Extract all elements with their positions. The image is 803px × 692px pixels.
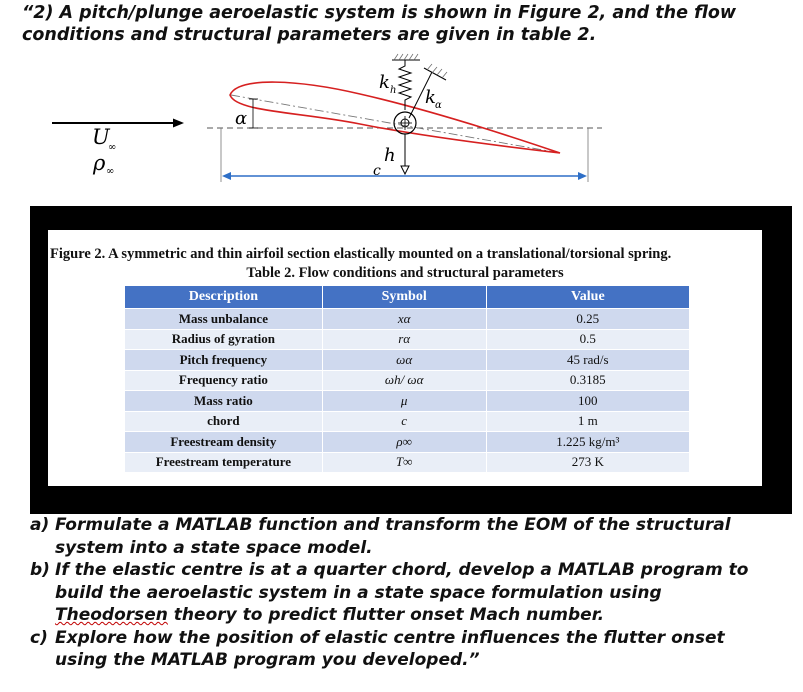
question-line: build the aeroelastic system in a state space formulation using bbox=[55, 582, 662, 603]
torsion-stiffness-subscript: α bbox=[435, 100, 442, 111]
header-value: Value bbox=[486, 286, 689, 309]
plunge-stiffness-label: k bbox=[379, 72, 390, 93]
table-row bbox=[125, 309, 690, 330]
row-value: 1 m bbox=[486, 411, 689, 432]
plunge-spring bbox=[399, 60, 411, 110]
row-symbol: μ bbox=[322, 391, 486, 412]
airfoil-figure bbox=[0, 0, 803, 206]
question-b bbox=[30, 559, 790, 627]
row-value: 273 K bbox=[486, 452, 689, 473]
row-value: 0.5 bbox=[486, 329, 689, 350]
question-list bbox=[30, 514, 790, 672]
question-line: system into a state space model. bbox=[55, 537, 373, 558]
plunge-arrow-head bbox=[401, 166, 409, 174]
spellcheck-underlined-word: Theodorsen bbox=[55, 605, 168, 625]
header-symbol: Symbol bbox=[322, 286, 486, 309]
plunge-stiffness-subscript: h bbox=[390, 85, 397, 96]
question-line-rest: theory to predict flutter onset Mach number. bbox=[167, 605, 605, 625]
row-value: 1.225 kg/m³ bbox=[486, 432, 689, 453]
row-description: Frequency ratio bbox=[125, 370, 323, 391]
table-row bbox=[125, 391, 690, 412]
row-value: 0.3185 bbox=[486, 370, 689, 391]
pitch-angle-label: α bbox=[235, 108, 248, 129]
intro-line-2: conditions and structural parameters are given in table 2. bbox=[22, 25, 597, 45]
row-value: 0.25 bbox=[486, 309, 689, 330]
table-title: Table 2. Flow conditions and structural parameters bbox=[246, 265, 564, 281]
row-description: Mass unbalance bbox=[125, 309, 323, 330]
table-row bbox=[125, 411, 690, 432]
row-description: Freestream density bbox=[125, 432, 323, 453]
figure-caption: Figure 2. A symmetric and thin airfoil section elastically mounted on a translational/torsional spring. bbox=[50, 246, 672, 262]
table-row bbox=[125, 350, 690, 371]
plunge-displacement-label: h bbox=[384, 145, 396, 166]
question-line: Explore how the position of elastic centre influences the flutter onset bbox=[55, 627, 725, 648]
row-value: 100 bbox=[486, 391, 689, 412]
question-line: If the elastic centre is at a quarter chord, develop a MATLAB program to bbox=[55, 560, 749, 580]
chord-arrow-right bbox=[578, 172, 587, 180]
row-description: Freestream temperature bbox=[125, 452, 323, 473]
question-line: Formulate a MATLAB function and transform the EOM of the structural bbox=[55, 515, 731, 535]
chord-arrow-left bbox=[222, 172, 231, 180]
row-symbol: ρ∞ bbox=[322, 432, 486, 453]
velocity-subscript: ∞ bbox=[108, 142, 117, 153]
chord-label: c bbox=[373, 163, 381, 179]
header-description: Description bbox=[125, 286, 323, 309]
intro-line-1: “2) A pitch/plunge aeroelastic system is shown in Figure 2, and the flow bbox=[22, 3, 737, 23]
question-c bbox=[30, 627, 790, 672]
parameters-table bbox=[124, 285, 690, 473]
row-symbol: ωα bbox=[322, 350, 486, 371]
freestream-arrow-head bbox=[173, 119, 184, 128]
table-row bbox=[125, 432, 690, 453]
row-description: chord bbox=[125, 411, 323, 432]
ground-hatch-plunge bbox=[394, 54, 418, 60]
torsion-stiffness-label: k bbox=[425, 87, 436, 108]
table-header-row bbox=[125, 286, 690, 309]
question-label: c) bbox=[30, 627, 48, 648]
row-description: Mass ratio bbox=[125, 391, 323, 412]
row-value: 45 rad/s bbox=[486, 350, 689, 371]
density-subscript: ∞ bbox=[106, 166, 115, 177]
table-row bbox=[125, 370, 690, 391]
question-line bbox=[55, 604, 790, 627]
table-row bbox=[125, 452, 690, 473]
row-symbol: T∞ bbox=[322, 452, 486, 473]
row-symbol: ωh/ ωα bbox=[322, 370, 486, 391]
velocity-label: U bbox=[92, 125, 110, 149]
question-line: using the MATLAB program you developed.” bbox=[55, 650, 480, 670]
density-label: ρ bbox=[93, 151, 106, 175]
row-description: Radius of gyration bbox=[125, 329, 323, 350]
row-symbol: c bbox=[322, 411, 486, 432]
row-symbol: xα bbox=[322, 309, 486, 330]
question-label: b) bbox=[30, 560, 50, 580]
question-a bbox=[30, 514, 790, 559]
table-row bbox=[125, 329, 690, 350]
question-label: a) bbox=[30, 515, 50, 535]
row-description: Pitch frequency bbox=[125, 350, 323, 371]
row-symbol: rα bbox=[322, 329, 486, 350]
